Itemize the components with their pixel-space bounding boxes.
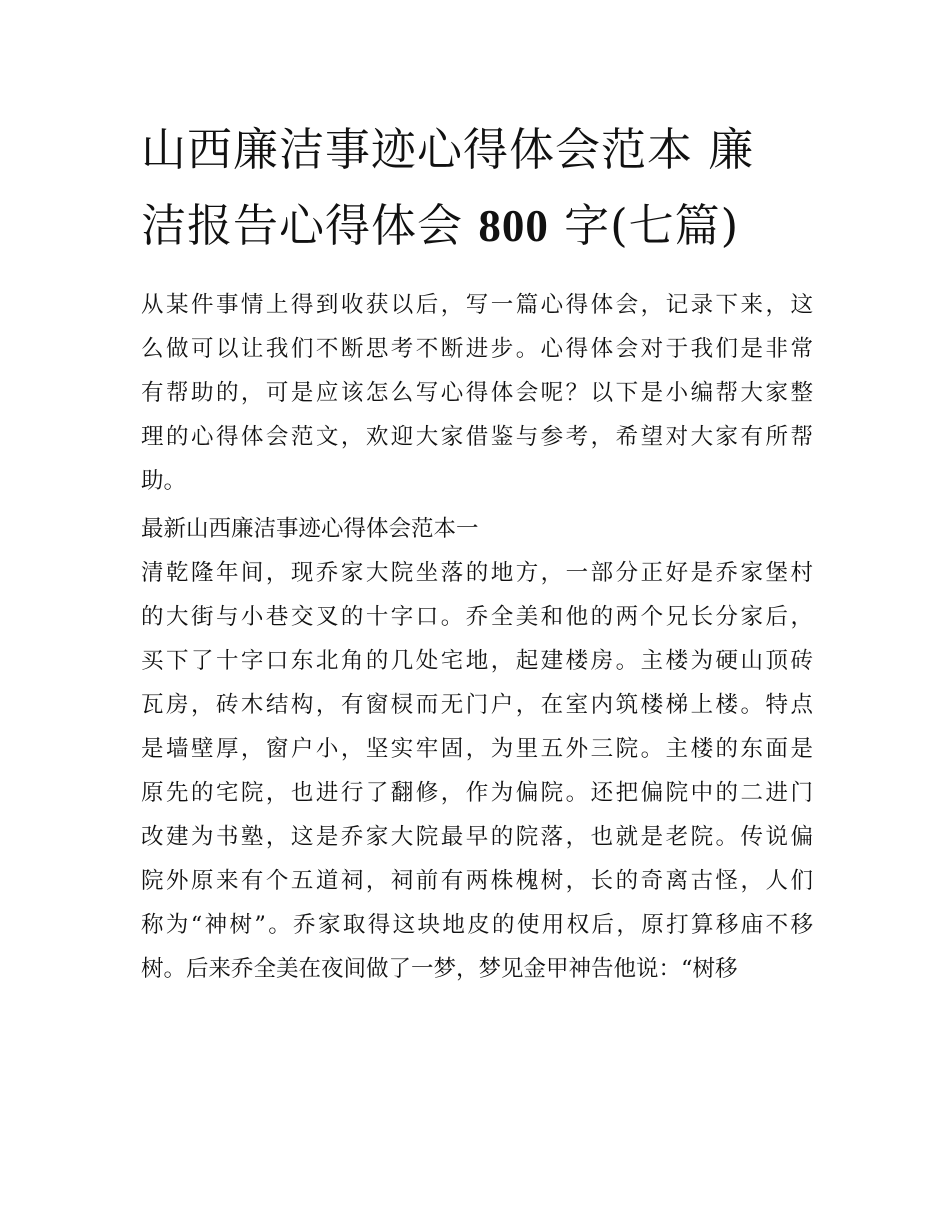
intro-line: 从某件事情上得到收获以后，写一篇心得体会，记录下来，这 <box>141 292 813 318</box>
section-paragraph <box>141 551 813 991</box>
section-line: 称为“神树”。乔家取得这块地皮的使用权后，原打算移庙不移 <box>141 912 813 938</box>
intro-line: 助。 <box>141 468 187 494</box>
intro-paragraph <box>141 283 813 503</box>
section-line: 瓦房，砖木结构，有窗棂而无门户，在室内筑楼梯上楼。特点 <box>141 692 813 718</box>
section-heading: 最新山西廉洁事迹心得体会范本一 <box>141 516 479 542</box>
section-line: 买下了十字口东北角的几处宅地，起建楼房。主楼为硬山顶砖 <box>141 648 813 674</box>
title-line-2-text: 洁报告心得体会 <box>141 199 479 252</box>
title-line-2-suffix: 字(七篇) <box>548 199 740 252</box>
section-line: 是墙壁厚，窗户小，坚实牢固，为里五外三院。主楼的东面是 <box>141 736 813 762</box>
title-line-2 <box>141 188 813 264</box>
title-line-1: 山西廉洁事迹心得体会范本 廉 <box>141 123 755 176</box>
intro-line: 么做可以让我们不断思考不断进步。心得体会对于我们是非常 <box>141 336 813 362</box>
intro-line: 有帮助的，可是应该怎么写心得体会呢？以下是小编帮大家整 <box>141 380 813 406</box>
section-line: 院外原来有个五道祠，祠前有两株槐树，长的奇离古怪，人们 <box>141 868 813 894</box>
title-word-count: 800 <box>478 201 549 251</box>
intro-line: 理的心得体会范文，欢迎大家借鉴与参考，希望对大家有所帮 <box>141 424 813 450</box>
section-line: 树。后来乔全美在夜间做了一梦，梦见金甲神告他说：“树移 <box>141 956 738 982</box>
section-line: 改建为书塾，这是乔家大院最早的院落，也就是老院。传说偏 <box>141 824 813 850</box>
section-line: 的大街与小巷交叉的十字口。乔全美和他的两个兄长分家后， <box>141 604 813 630</box>
document-content <box>141 112 813 991</box>
document-title <box>141 112 813 264</box>
section-line: 原先的宅院，也进行了翻修，作为偏院。还把偏院中的二进门 <box>141 780 813 806</box>
section-line: 清乾隆年间，现乔家大院坐落的地方，一部分正好是乔家堡村 <box>141 560 813 586</box>
